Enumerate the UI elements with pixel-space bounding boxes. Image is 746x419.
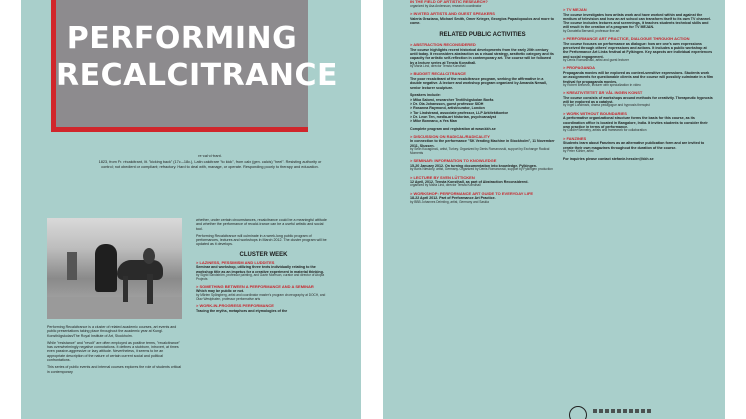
item-heading: > WORK WITHOUT BOUNDARIES: [563, 110, 627, 116]
related-activities-heading: RELATED PUBLIC ACTIVITIES: [439, 32, 526, 39]
intro-paragraph: This series of public events and internal courses explores the role of students critical in contemporary: [47, 365, 182, 374]
list-item: [563, 112, 713, 133]
item-credit: by Selin Kocagöncü, artist, Turkey. Organized by Denis Romanovski, support by Exchange Radical Moments: [410, 146, 550, 155]
item-heading: > TV MEJAN: [563, 7, 587, 12]
item-body: Seminar and workshop, utilizing three texts individually relating to the workshop title as an impetus for a creative experiment in material thinking.: [196, 265, 324, 274]
item-body: In connection to the performance "SK Vending Machine in Stockholm", 11 November 2011, Slussen.: [410, 139, 555, 148]
item-credit: by Goldin+Senneby, artists and framework for collaboration: [563, 128, 647, 133]
list-item: [196, 261, 331, 282]
item-heading: IN THE FIELD OF ARTISTIC RESEARCH?: [410, 0, 488, 4]
right-column-2: [563, 8, 713, 162]
list-item: [410, 72, 555, 89]
list-item: [196, 285, 331, 302]
item-credit: by Ingel Lundmark, drama pedagogue and hypnosis therapist: [563, 103, 650, 108]
item-heading: > LECTURE BY SVEN LÜTTICKEN: [410, 174, 475, 180]
item-credit: by Mårten Spångberg, artist and coordinator master's program choreography at DOCH, and Olav Westphalen, professor performative arts: [196, 292, 326, 301]
item-body: Which may be public or not.: [196, 289, 244, 294]
item-body: Speakers include: > Mika Salomi, researcher Textilhögskolan Borås > Dr. Ola Johansson, guest professor SIDH > Rosanna Raymond, artist/curator, London > Tor Lindstrand, associate professor, LLP Arkitektkontor > Dr. Leon Ten, media-art historian, psychoanalyst > Mike Bonnano, a Yes Man: [410, 93, 509, 124]
body-paragraph: whether, under certain circumstances, recalcitrance could be a meaningful attitude and whether the performance of recalci-trance can be a useful artistic and social tool.: [196, 218, 327, 231]
item-credit: by Denis Romanovski, artist and guest lecturer: [563, 57, 629, 62]
item-heading: > BUDGET RECALCITRANCE: [410, 71, 466, 77]
item-heading: > ABSTRACTION RECONSIDERED: [410, 42, 476, 48]
item-body: Propaganda movies will be explored as context-sensitive expressions. Students work on assignments for questionable clients and the course will possibly culminate in a film festival for propaganda movies.: [563, 70, 713, 84]
item-credit: by Robert Brecevic, lecturer with specialization in video: [563, 82, 641, 87]
item-credit: organized by Asa Andersson, research coordinator: [410, 3, 482, 8]
item-heading: > SOMETHING BETWEEN A PERFORMANCE AND A SEMINAR: [196, 283, 314, 289]
item-body: The poor recalcitrant of the recalcitrance program, seeking the affirmative in a double negative. A lecture and workshop program organized by Amanda Newall, senior lecturer sculpture.: [410, 76, 547, 90]
item-credit: by Boris Nieslony, artist, Germany. Organized by Denis Romanovski, support by Fylkingen production: [410, 167, 553, 172]
item-body: The course focuses on performance as dialogue: how are one's own expressions perceived through others' expressions and actions. It includes a public workshop at the Performance Art Links festival at Fylkingen. Key aspects are individual experiences and social engagement.: [563, 41, 713, 59]
item-body: A performative organizational structure forms the basis for this course, as its coordination office is located in Bangalore, India. It invites students to consider their own practice in terms of performance.: [563, 116, 708, 130]
list-item: [410, 127, 555, 131]
right-page: [383, 0, 725, 419]
item-body: 12 April, 2012, Tensta Konsthall, as part of Abstraction Reconsidered.: [410, 180, 529, 185]
item-body: The course consists of workshops around methods for creativity. Therapeutic hypnosis will be explored as a catalyst.: [563, 95, 713, 105]
inquiry-contact[interactable]: For inquiries please contact stefanie.hessler@kkh.se: [563, 157, 654, 162]
list-item: [563, 91, 713, 108]
list-item: [410, 93, 555, 123]
cluster-week-heading: CLUSTER WEEK: [239, 251, 288, 258]
cluster-items: [196, 261, 331, 314]
intro-paragraph: While "resistance" and "revolt" are often employed as positive terms, "recalcitrance" has overwhelmingly negative connotations. It defines a stubborn, introvert, at times even passive-aggressive or lazy attitude. Nevertheless, it seems to be an appropriate description of the nature of certain current social and political confrontations.: [47, 340, 180, 363]
definition-word: re·cal·ci·trant.: [198, 154, 222, 158]
right-column-1: [410, 0, 555, 208]
item-body: 18-22 April 2012. Part of Performance Art Practice.: [410, 196, 496, 201]
list-item: [563, 66, 713, 87]
page-title: PERFORMING RECALCITRANCE: [56, 21, 339, 93]
item-heading: > PROPAGANDA: [563, 65, 596, 71]
item-heading: > INVITED ARTISTS AND GUEST SPEAKERS: [410, 11, 495, 16]
list-item: [410, 135, 555, 156]
title-box: [51, 0, 339, 132]
definition: [97, 154, 323, 171]
intro-text: [47, 325, 182, 377]
item-body: Students learn about Fanzines as an alternative publication form and are invited to create their own magazines throughout the duration of the course.: [563, 141, 705, 150]
left-page: [21, 0, 361, 419]
item-heading: > WORKSHOP: PERFORMANCE ART GUIDE TO EVERYDAY LIFE: [410, 190, 534, 196]
list-item: [410, 176, 555, 189]
item-body: Tracing the myths, metaphors and etymologies of the: [196, 309, 288, 314]
item-body: The course highlights recent historical developments from the early 20th century until today. It reconsiders abstraction as a visual strategy, aesthetic category and its capacity for artistic self-reflection in contemporary art. The course will be followed by a lecture series at Tensta Konsthall.: [410, 47, 554, 65]
list-item: [410, 43, 555, 69]
item-body: The course investigates how artists work and have worked within and against the medium of television and how an art school can transform itself to its own TV channel. The course includes lectures and screenings, it teaches students technical skills and will result in the creation of a program for TV MEJAN.: [563, 12, 711, 30]
item-heading: > FANZINES: [563, 135, 587, 141]
item-heading: > SEMINAR: INFORMATION TO KNOWLEDGE: [410, 158, 497, 164]
intro-paragraph: Performing Recalcitrance is a cluster of related academic courses, art events and public presentations taking place throughout the academic year at Kungl. Konsthögskolan/The Royal Institute of Art, Stockholm.: [47, 325, 177, 338]
related-items: [410, 43, 555, 204]
list-item: [410, 0, 555, 9]
item-credit: by Sigrid Sandström, professor painting, and Gavin Morrison, curator and director of Atopia Projects: [196, 272, 325, 281]
item-heading: > PERFORMANCE ART PRACTICE, DIALOGUE THROUGH ACTION: [563, 36, 690, 42]
item-heading: > LAZINESS, PESSIMISM AND LUDDITES: [196, 259, 275, 265]
body-paragraph: Performing Recalcitrance will culminate in a week-long public program of performances, lectures and workshops in March 2012. The cluster program will be updated as it develops.: [196, 233, 327, 247]
course-items: [563, 8, 713, 154]
list-item: [410, 159, 555, 172]
item-credit: by BBB Johannes Deimling, artist, Germany and Saskia: [410, 199, 489, 204]
institution-seal-icon: [569, 406, 587, 419]
item-credit: by Maria Lind, director Tensta Konsthall: [410, 63, 466, 68]
item-credit: organized by Maria Lind, director Tensta Konsthall: [410, 183, 481, 188]
item-body: Complete program and registration at www.kkh.se: [410, 126, 496, 131]
item-credit: by Peter Kühler, artist: [563, 148, 594, 153]
list-item: [563, 37, 713, 63]
item-heading: > WORK-IN-PROGRESS PERFORMANCE: [196, 303, 274, 309]
list-item: [563, 137, 713, 154]
item-credit: by Donatella Bernardi, professor fine art: [563, 28, 620, 33]
item-body: 15-20 January 2012. On turning documentation into knowledge. Fylkingen.: [410, 163, 538, 168]
performance-photo: [47, 218, 182, 319]
list-item: [410, 12, 555, 25]
institution-logotype: [593, 409, 653, 413]
item-heading: > DISCUSSION ON RADICAL/RADICALITY: [410, 133, 490, 139]
left-column-2: [196, 218, 331, 316]
list-item: [196, 304, 331, 313]
definition-text: 1823, from Fr. récalcitrant, lit. "kicking back" (17c.–18c.), Latin calcitrare "to kick", from calx (gen. calcis) "heel". Resisting authority or control; not obedient or compliant; refractory. Hard to deal with, manage, or operate. Responding poorly to therapy and education.: [98, 159, 322, 170]
item-body: Valeria Graziano, Michael Smith, Omer Krieger, Georgios Papadopoulos and more to come.: [410, 16, 554, 25]
item-heading: > KREATIVITETET ÄR VÅL INGEN KONST: [563, 90, 643, 96]
list-item: [563, 8, 713, 34]
list-item: [410, 192, 555, 205]
